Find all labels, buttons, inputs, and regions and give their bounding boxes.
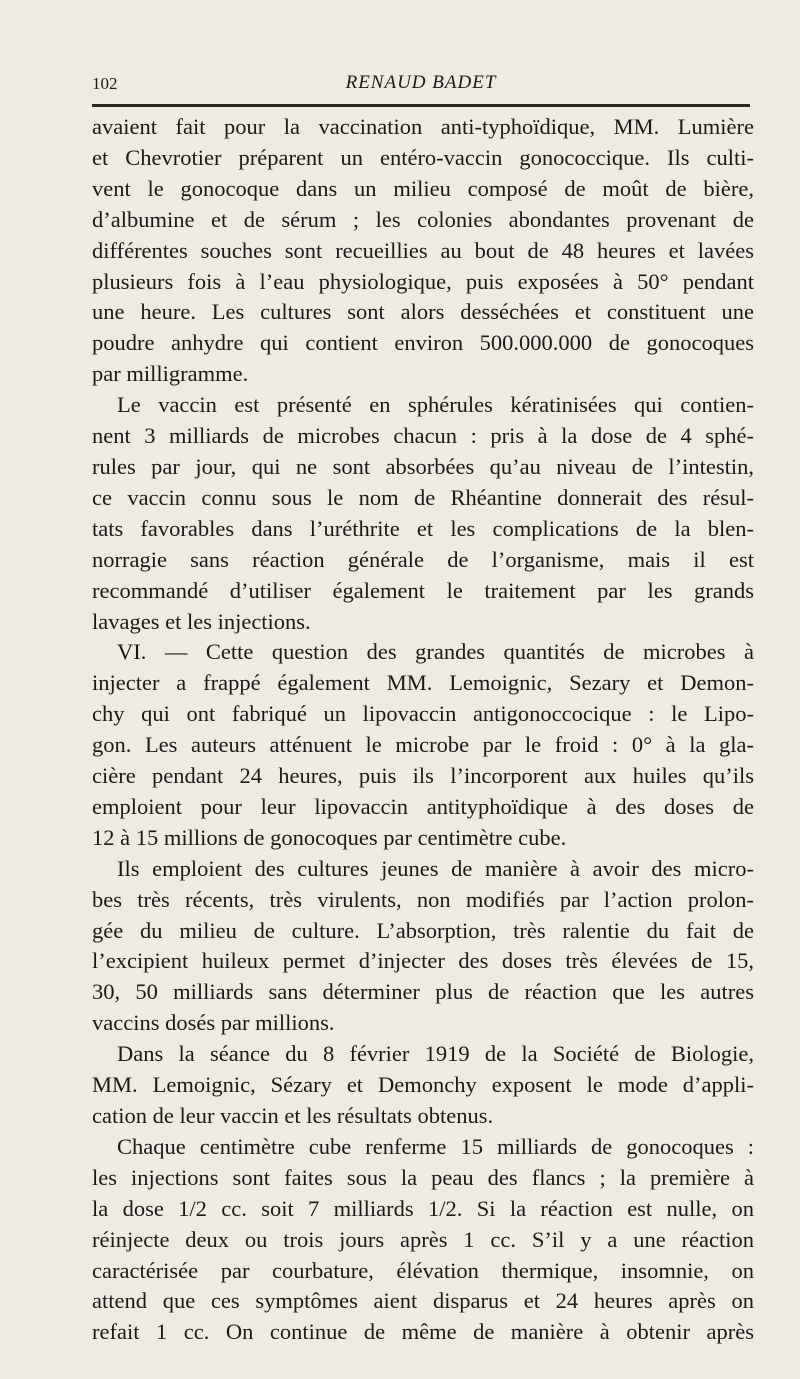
text-line: Dans la séance du 8 février 1919 de la Société de Biologie,	[117, 1041, 754, 1067]
text-line: norragie sans réaction générale de l’organisme, mais il est	[92, 546, 754, 572]
text-line: recommandé d’utiliser également le traitement par les grands	[92, 577, 754, 603]
text-line: vaccins dosés par millions.	[92, 1010, 335, 1036]
text-line: une heure. Les cultures sont alors desséchées et constituent une	[92, 299, 754, 325]
text-line: la dose 1/2 cc. soit 7 milliards 1/2. Si la réaction est nulle, on	[92, 1195, 754, 1221]
text-line: gon. Les auteurs atténuent le microbe par le froid : 0° à la gla-	[92, 732, 754, 758]
page-number: 102	[92, 74, 118, 93]
text-line: tats favorables dans l’uréthrite et les complications de la blen-	[92, 515, 754, 541]
text-line: MM. Lemoignic, Sézary et Demonchy exposent le mode d’appli-	[92, 1072, 754, 1098]
text-line: refait 1 cc. On continue de même de manière à obtenir après	[92, 1319, 754, 1345]
text-line: par milligramme.	[92, 361, 249, 387]
text-line: ce vaccin connu sous le nom de Rhéantine donnerait des résul-	[92, 484, 754, 510]
running-title: RENAUD BADET	[345, 72, 497, 93]
text-line: emploient pour leur lipovaccin antityphoïdique à des doses de	[92, 793, 754, 819]
text-line: VI. — Cette question des grandes quantités de microbes à	[117, 639, 754, 665]
body-text	[92, 112, 754, 1348]
text-line: les injections sont faites sous la peau des flancs ; la première à	[92, 1164, 754, 1190]
text-line: Ils emploient des cultures jeunes de manière à avoir des micro-	[117, 855, 754, 881]
text-line: chy qui ont fabriqué un lipovaccin antigonoccocique : le Lipo-	[92, 701, 754, 727]
header-rule	[92, 104, 750, 107]
text-line: poudre anhydre qui contient environ 500.000.000 de gonocoques	[92, 330, 754, 356]
text-line: injecter a frappé également MM. Lemoignic, Sezary et Demon-	[92, 670, 754, 696]
text-line: bes très récents, très virulents, non modifiés par l’action prolon-	[92, 886, 754, 912]
text-line: cation de leur vaccin et les résultats obtenus.	[92, 1103, 494, 1128]
text-line: l’excipient huileux permet d’injecter des doses très élevées de 15,	[92, 948, 754, 974]
text-line: Le vaccin est présenté en sphérules kératinisées qui contien-	[117, 392, 754, 418]
text-line: 12 à 15 millions de gonocoques par centimètre cube.	[92, 824, 567, 850]
text-line: attend que ces symptômes aient disparus et 24 heures après on	[92, 1288, 754, 1314]
page-header	[92, 70, 750, 104]
text-line: cière pendant 24 heures, puis ils l’incorporent aux huiles qu’ils	[92, 763, 754, 789]
text-line: avaient fait pour la vaccination anti-typhoïdique, MM. Lumière	[92, 114, 754, 139]
text-line: Chaque centimètre cube renferme 15 milliards de gonocoques :	[117, 1133, 754, 1159]
text-line: plusieurs fois à l’eau physiologique, puis exposées à 50° pendant	[92, 268, 754, 294]
text-line: vent le gonocoque dans un milieu composé de moût de bière,	[92, 175, 754, 201]
text-line: 30, 50 milliards sans déterminer plus de réaction que les autres	[92, 979, 754, 1005]
text-line: réinjecte deux ou trois jours après 1 cc. S’il y a une réaction	[92, 1226, 754, 1252]
text-line: d’albumine et de sérum ; les colonies abondantes provenant de	[92, 206, 754, 232]
text-line: gée du milieu de culture. L’absorption, très ralentie du fait de	[92, 917, 754, 943]
text-line: différentes souches sont recueillies au bout de 48 heures et lavées	[92, 237, 754, 263]
text-line: rules par jour, qui ne sont absorbées qu’au niveau de l’intestin,	[92, 453, 754, 479]
text-line: lavages et les injections.	[92, 608, 311, 634]
text-line: caractérisée par courbature, élévation thermique, insomnie, on	[92, 1257, 754, 1283]
text-line: et Chevrotier préparent un entéro-vaccin gonococcique. Ils culti-	[92, 144, 754, 170]
text-line: nent 3 milliards de microbes chacun : pris à la dose de 4 sphé-	[92, 423, 754, 449]
